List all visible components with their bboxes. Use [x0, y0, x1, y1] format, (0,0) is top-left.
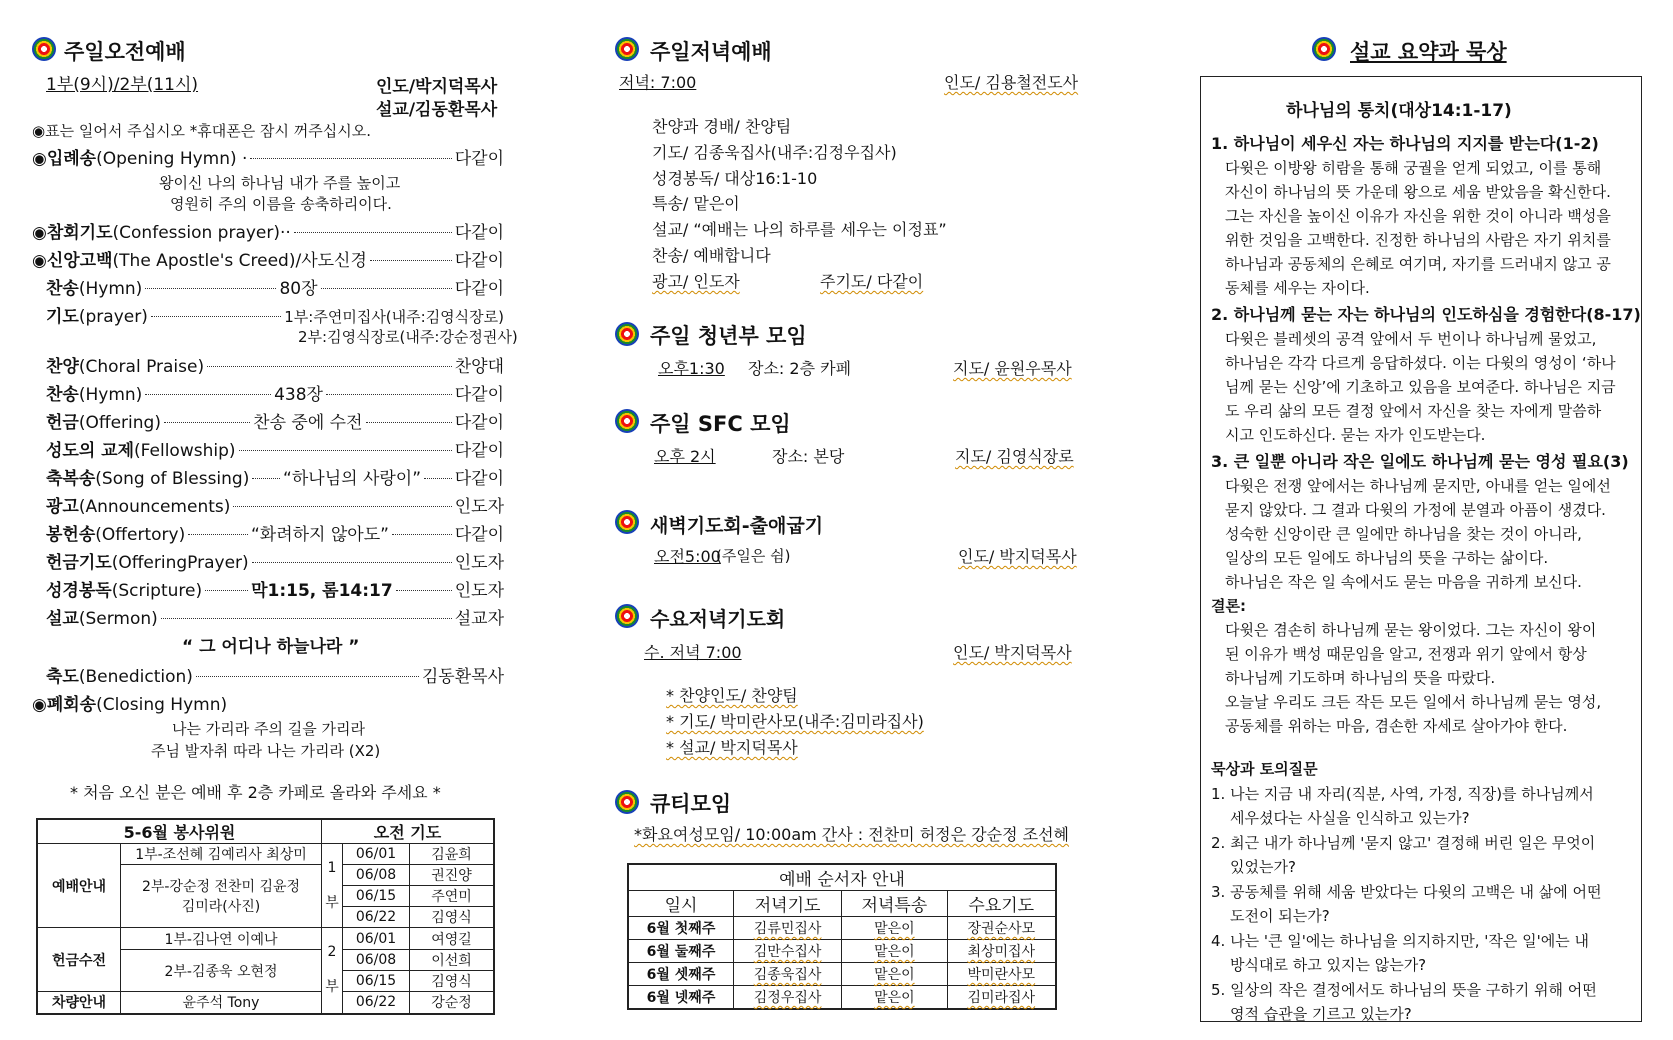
point-line: 도 우리 삶의 모든 결정 앞에서 자신을 찾는 자에게 말씀하	[1225, 402, 1602, 420]
item-name: 찬양	[46, 357, 79, 377]
table-cell: 06/22	[343, 992, 410, 1014]
point-line: 위한 것임을 고백한다. 진정한 하나님의 사람은 자기 위치를	[1225, 231, 1611, 249]
preacher: 설교/김동환목사	[376, 100, 498, 120]
item-right: 다같이	[454, 223, 504, 243]
table-cell: 6월 첫째주	[628, 917, 734, 940]
leader-dots	[252, 478, 280, 479]
point-line: 일상의 모든 일에도 하나님의 뜻을 구하는 삶이다.	[1225, 549, 1549, 567]
morning-service-title: 주일오전예배	[64, 40, 186, 64]
part-cell	[322, 928, 343, 1014]
category-cell: 차량안내	[37, 992, 121, 1014]
sfc-title: 주일 SFC 모임	[650, 412, 791, 436]
sermon-summary-title: 설교 요약과 묵상	[1350, 40, 1507, 64]
order-item	[32, 464, 504, 489]
question-line: 영적 습관을 기르고 있는가?	[1230, 1005, 1412, 1023]
table-cell: 권진양	[410, 865, 495, 886]
item-right: 다같이	[454, 441, 504, 461]
question-line: 있었는가?	[1230, 858, 1296, 876]
leader-dots	[396, 590, 452, 591]
evening-line: 성경봉독/ 대상16:1-10	[652, 169, 818, 188]
volunteer-table	[36, 818, 495, 1015]
part-cell	[322, 844, 343, 928]
item-name: ◉폐회송	[32, 695, 97, 715]
question-line: 2. 최근 내가 하나님께 '묻지 않고' 결정해 버린 일은 무엇이	[1211, 834, 1596, 852]
youth-place: 장소: 2층 카페	[748, 359, 852, 378]
order-item	[32, 274, 504, 299]
point-line: 다윗은 이방왕 히람을 통해 궁궐을 얻게 되었고, 이를 통해	[1225, 159, 1602, 177]
order-item	[32, 520, 504, 545]
item-mid: 438장	[274, 385, 323, 405]
table-cell: 주연미	[410, 886, 495, 907]
point-heading: 3. 큰 일뿐 아니라 작은 일에도 하나님께 묻는 영성 필요(3)	[1211, 452, 1629, 471]
leader-dots	[366, 422, 452, 423]
order-item	[32, 690, 504, 715]
order-item	[32, 144, 504, 169]
question-line: 1. 나는 지금 내 자리(직분, 사역, 가정, 직장)를 하나님께서	[1211, 785, 1594, 803]
item-right: 다같이	[454, 525, 505, 545]
table-cell: 여영길	[410, 928, 495, 950]
table-cell: 맡은이	[842, 917, 947, 940]
item-name: 성도의 교제	[46, 441, 135, 461]
item-mid: 막1:15, 롬14:17	[251, 581, 393, 601]
item-name: 성경봉독	[46, 581, 112, 601]
table-cell: 06/08	[343, 865, 410, 886]
table-cell: 맡은이	[842, 963, 947, 986]
column-header: 일시	[628, 891, 734, 917]
item-en: (Offertory)	[95, 525, 186, 545]
point-line: 다윗은 전쟁 앞에서는 하나님께 묻지만, 아내를 얻는 일에선	[1225, 477, 1611, 495]
leader-dots	[196, 676, 419, 677]
item-name: 찬송	[46, 279, 79, 299]
order-item	[32, 380, 504, 405]
leader-dots	[145, 288, 276, 289]
item-name: 봉헌송	[46, 525, 96, 545]
column-header: 저녁특송	[842, 891, 947, 917]
church-logo-icon	[615, 37, 639, 61]
wednesday-title: 수요저녁기도회	[650, 607, 786, 631]
evening-time: 저녁: 7:00	[619, 73, 697, 92]
item-right: 다같이	[454, 385, 504, 405]
item-en: (prayer)	[78, 307, 148, 327]
question-line: 세우셨다는 사실을 인식하고 있는가?	[1230, 809, 1470, 827]
table-cell: 06/01	[343, 928, 410, 950]
table-cell: 김영식	[410, 971, 495, 992]
point-line: 성숙한 신앙이란 큰 일에만 하나님을 찾는 것이 아니라,	[1225, 525, 1582, 543]
dawn-note: (주일은 쉼)	[716, 547, 791, 565]
leader-dots	[205, 590, 248, 591]
order-of-service-table	[627, 863, 1057, 1010]
sfc-leader: 지도/ 김영식장로	[955, 447, 1074, 466]
table-header: 5-6월 봉사위원	[37, 819, 322, 844]
column-header: 수요기도	[947, 891, 1056, 917]
church-logo-icon	[615, 604, 639, 628]
order-item	[32, 218, 504, 243]
qt-title: 큐티모임	[650, 792, 732, 816]
table-cell: 김윤희	[410, 844, 495, 865]
table-cell: 장권순사모	[947, 917, 1056, 940]
item-name: 축복송	[46, 469, 96, 489]
table-row	[628, 940, 1056, 963]
point-line: 묻지 않았다. 그 결과 다윗의 가정에 분열과 아픔이 생겼다.	[1225, 501, 1606, 519]
closing-hymn-line-1: 나는 가리라 주의 길을 가리라	[172, 720, 365, 738]
category-cell: 예배안내	[37, 844, 121, 928]
church-logo-icon	[615, 510, 639, 534]
item-right: 인도자	[454, 553, 504, 573]
table-cell: 1부-김나연 이예나	[121, 928, 322, 950]
item-right: 다같이	[454, 413, 504, 433]
point-line: 다윗은 블레셋의 공격 앞에서 두 번이나 하나님께 물었고,	[1225, 330, 1597, 348]
order-item	[32, 492, 504, 517]
table-cell: 김류민집사	[734, 917, 842, 940]
leader-dots	[188, 534, 248, 535]
leader-dots	[151, 316, 281, 317]
item-en: (Choral Praise)	[78, 357, 205, 377]
item-en: (Benediction)	[78, 667, 193, 687]
item-right: 다같이	[454, 279, 504, 299]
leader-dots	[161, 618, 452, 619]
order-item	[32, 246, 504, 271]
item-en: (Opening Hymn) ·	[96, 149, 248, 169]
evening-lords-prayer: 주기도/ 다같이	[820, 272, 924, 291]
table-cell: 06/22	[343, 907, 410, 928]
item-name: 축도	[46, 667, 79, 687]
leader-dots	[321, 288, 452, 289]
leader-dots	[239, 450, 452, 451]
part-number: 2	[327, 944, 337, 961]
leader-dots	[252, 562, 452, 563]
table-cell: 김만수집사	[734, 940, 842, 963]
item-name: ◉신앙고백	[32, 251, 113, 271]
order-item	[32, 604, 504, 629]
item-en: (The Apostle's Creed)/사도신경	[112, 251, 367, 271]
church-logo-icon	[615, 409, 639, 433]
item-name: 찬송	[46, 385, 79, 405]
table-cell: 6월 넷째주	[628, 986, 734, 1009]
leader-dots	[145, 394, 271, 395]
item-right: 설교자	[454, 609, 504, 629]
item-right: 인도자	[454, 581, 504, 601]
table-cell: 6월 셋째주	[628, 963, 734, 986]
wednesday-line: * 기도/ 박미란사모(내주:김미라집사)	[666, 712, 924, 731]
item-en: (Sermon)	[78, 609, 158, 629]
youth-title: 주일 청년부 모임	[650, 324, 807, 348]
table-cell: 윤주석 Tony	[121, 992, 322, 1014]
table-cell: 1부-조선혜 김예리사 최상미	[121, 844, 322, 865]
item-right: 다같이	[454, 469, 505, 489]
question-line: 도전이 되는가?	[1230, 907, 1330, 925]
item-name: 광고	[46, 497, 79, 517]
table-cell-line: 김미라(사진)	[181, 899, 261, 915]
point-line: 그는 자신을 높이신 이유가 자신을 위한 것이 아니라 백성을	[1225, 207, 1611, 225]
wednesday-leader: 인도/ 박지덕목사	[953, 643, 1072, 662]
category-cell: 헌금수전	[37, 928, 121, 992]
item-name: ◉참회기도	[32, 223, 113, 243]
prayer-second-service: 2부:김영식장로(내주:강순정권사)	[298, 328, 518, 346]
item-mid: “하나님의 사랑이”	[283, 469, 422, 489]
item-en: (Confession prayer)··	[112, 223, 291, 243]
table-row	[628, 917, 1056, 940]
item-en: (Scripture)	[111, 581, 203, 601]
column-header: 저녁기도	[734, 891, 842, 917]
item-right: 인도자	[454, 497, 504, 517]
table-cell: 06/15	[343, 886, 410, 907]
order-item	[32, 302, 504, 327]
conclusion-line: 하나님께 기도하며 하나님의 뜻을 따랐다.	[1225, 669, 1496, 687]
conclusion-line: 오늘날 우리도 크든 작든 모든 일에서 하나님께 묻는 영성,	[1225, 693, 1602, 711]
point-heading: 2. 하나님께 묻는 자는 하나님의 인도하심을 경험한다(8-17)	[1211, 305, 1641, 324]
item-mid: “화려하지 않아도”	[250, 525, 389, 545]
table-cell: 김미라집사	[947, 986, 1056, 1009]
item-name: 헌금	[46, 413, 79, 433]
question-line: 5. 일상의 작은 결정에서도 하나님의 뜻을 구하기 위해 어떤	[1211, 981, 1597, 999]
dawn-leader: 인도/ 박지덕목사	[958, 547, 1077, 566]
leader-dots	[294, 232, 452, 233]
point-line: 하나님은 각각 다르게 응답하셨다. 이는 다윗의 영성이 ‘하나	[1225, 354, 1616, 372]
point-line: 하나님과 공동체의 은혜로 여기며, 자기를 드러내지 않고 공	[1225, 255, 1611, 273]
point-line: 동체를 세우는 자이다.	[1225, 279, 1370, 297]
question-line: 3. 공동체를 위해 세움 받았다는 다윗의 고백은 내 삶에 어떤	[1211, 883, 1602, 901]
item-en: (OfferingPrayer)	[111, 553, 249, 573]
item-mid: 80장	[279, 279, 318, 299]
item-right: 다같이	[454, 149, 504, 169]
evening-line: 설교/ “예배는 나의 하루를 세우는 이정표”	[652, 220, 947, 239]
table-cell: 박미란사모	[947, 963, 1056, 986]
item-name: ◉입례송	[32, 149, 97, 169]
table-cell: 2부-김종욱 오현정	[121, 950, 322, 992]
table-cell	[121, 865, 322, 928]
leader-dots	[326, 394, 452, 395]
part-suffix: 부	[325, 979, 339, 996]
church-logo-icon	[1312, 37, 1336, 61]
point-line: 하나님은 작은 일 속에서도 묻는 마음을 귀하게 보신다.	[1225, 573, 1582, 591]
item-right: 김동환목사	[421, 667, 504, 687]
leader-dots	[233, 506, 451, 507]
point-line: 님께 묻는 신앙’에 기초하고 있음을 보여준다. 하나님은 지금	[1225, 378, 1616, 396]
questions-heading: 묵상과 토의질문	[1211, 760, 1318, 778]
point-line: 시고 인도하신다. 묻는 자가 인도받는다.	[1225, 426, 1486, 444]
item-en: (Hymn)	[78, 279, 143, 299]
item-en: (Song of Blessing)	[95, 469, 250, 489]
church-logo-icon	[615, 322, 639, 346]
evening-line: 찬양과 경배/ 찬양팀	[652, 117, 792, 136]
church-logo-icon	[615, 790, 639, 814]
evening-service-title: 주일저녁예배	[650, 40, 772, 64]
youth-time: 오후1:30	[658, 359, 725, 378]
table-header: 오전 기도	[322, 819, 495, 844]
entry-hymn-line-1: 왕이신 나의 하나님 내가 주를 높이고	[159, 174, 401, 192]
table-cell: 06/15	[343, 971, 410, 992]
table-cell-line: 2부-강순정 전찬미 김윤정	[141, 879, 301, 895]
item-en: (Hymn)	[78, 385, 143, 405]
order-item	[32, 408, 504, 433]
table-cell: 김영식	[410, 907, 495, 928]
sfc-place: 장소: 본당	[772, 447, 845, 466]
table-cell: 06/08	[343, 950, 410, 971]
leader-dots	[424, 478, 452, 479]
leader-dots	[392, 534, 452, 535]
order-item	[32, 548, 504, 573]
point-line: 자신이 하나님의 뜻 가운데 왕으로 세움 받았음을 확신한다.	[1225, 183, 1611, 201]
sfc-time: 오후 2시	[654, 447, 716, 466]
leader-dots	[164, 422, 250, 423]
dawn-title: 새벽기도회-출애굽기	[650, 515, 824, 537]
question-line: 4. 나는 '큰 일'에는 하나님을 의지하지만, '작은 일'에는 내	[1211, 932, 1590, 950]
table-cell: 최상미집사	[947, 940, 1056, 963]
table-cell: 맡은이	[842, 940, 947, 963]
item-name: 기도	[46, 307, 79, 327]
leader-dots	[250, 158, 451, 159]
dawn-time: 오전5:00	[654, 547, 721, 566]
table-row	[628, 963, 1056, 986]
question-line: 방식대로 하고 있지는 않는가?	[1230, 956, 1427, 974]
order-item	[32, 436, 504, 461]
leader-dots	[370, 260, 452, 261]
item-mid: 찬송 중에 수전	[253, 413, 363, 433]
item-en: (Offering)	[78, 413, 161, 433]
table-cell: 06/01	[343, 844, 410, 865]
table-row	[628, 986, 1056, 1009]
sermon-heading: 하나님의 통치(대상14:1-17)	[1286, 101, 1512, 121]
table-cell: 맡은이	[842, 986, 947, 1009]
order-item	[32, 352, 504, 377]
evening-line: 기도/ 김종욱집사(내주:김정우집사)	[652, 143, 897, 162]
order-item	[32, 576, 504, 601]
order-item	[32, 662, 504, 687]
leader-dots	[207, 366, 452, 367]
table-cell: 김종욱집사	[734, 963, 842, 986]
evening-leader: 인도/ 김용철전도사	[944, 73, 1079, 92]
part-number: 1	[327, 859, 337, 876]
sermon-title: “ 그 어디나 하늘나라 ”	[182, 637, 360, 657]
conclusion-line: 다윗은 겸손히 하나님께 묻는 왕이었다. 그는 자신이 왕이	[1225, 621, 1597, 639]
welcome-note: * 처음 오신 분은 예배 후 2층 카페로 올라와 주세요 *	[70, 783, 441, 802]
item-name: 설교	[46, 609, 79, 629]
evening-line: 찬송/ 예배합니다	[652, 246, 771, 265]
item-en: (Fellowship)	[134, 441, 236, 461]
stand-note: ◉표는 일어서 주십시오 *휴대폰은 잠시 꺼주십시오.	[32, 122, 371, 140]
item-en: (Announcements)	[78, 497, 231, 517]
wednesday-time: 수. 저녁 7:00	[644, 643, 742, 662]
item-right: 1부:주연미집사(내주:김영식장로)	[284, 308, 504, 326]
point-heading: 1. 하나님이 세우신 자는 하나님의 지지를 받는다(1-2)	[1211, 134, 1599, 153]
closing-hymn-line-2: 주님 발자취 따라 나는 가리라 (X2)	[151, 742, 381, 760]
wednesday-line: * 설교/ 박지덕목사	[666, 738, 798, 757]
part-suffix: 부	[325, 894, 339, 911]
service-times: 1부(9시)/2부(11시)	[46, 75, 199, 95]
item-en: (Closing Hymn)	[96, 695, 228, 715]
entry-hymn-line-2: 영원히 주의 이름을 송축하리이다.	[170, 195, 392, 213]
item-name: 헌금기도	[46, 553, 112, 573]
table-cell: 이선희	[410, 950, 495, 971]
conclusion-line: 공동체를 위하는 마음, 겸손한 자세로 살아가야 한다.	[1225, 717, 1568, 735]
item-right: 다같이	[454, 251, 504, 271]
table-cell: 강순정	[410, 992, 495, 1014]
youth-leader: 지도/ 윤원우목사	[953, 359, 1072, 378]
table-cell: 김정우집사	[734, 986, 842, 1009]
evening-line: 특송/ 맡은이	[652, 194, 740, 213]
evening-announcement: 광고/ 인도자	[652, 272, 740, 291]
table-cell: 6월 둘째주	[628, 940, 734, 963]
table-title: 예배 순서자 안내	[628, 864, 1056, 891]
leader: 인도/박지덕목사	[376, 77, 498, 97]
conclusion-line: 된 이유가 백성 때문임을 알고, 전쟁과 위기 앞에서 항상	[1225, 645, 1587, 663]
wednesday-line: * 찬양인도/ 찬양팀	[666, 686, 798, 705]
qt-line: *화요여성모임/ 10:00am 간사 : 전찬미 허정은 강순정 조선혜	[634, 825, 1070, 844]
item-right: 찬양대	[454, 357, 504, 377]
conclusion-heading: 결론:	[1211, 597, 1246, 615]
